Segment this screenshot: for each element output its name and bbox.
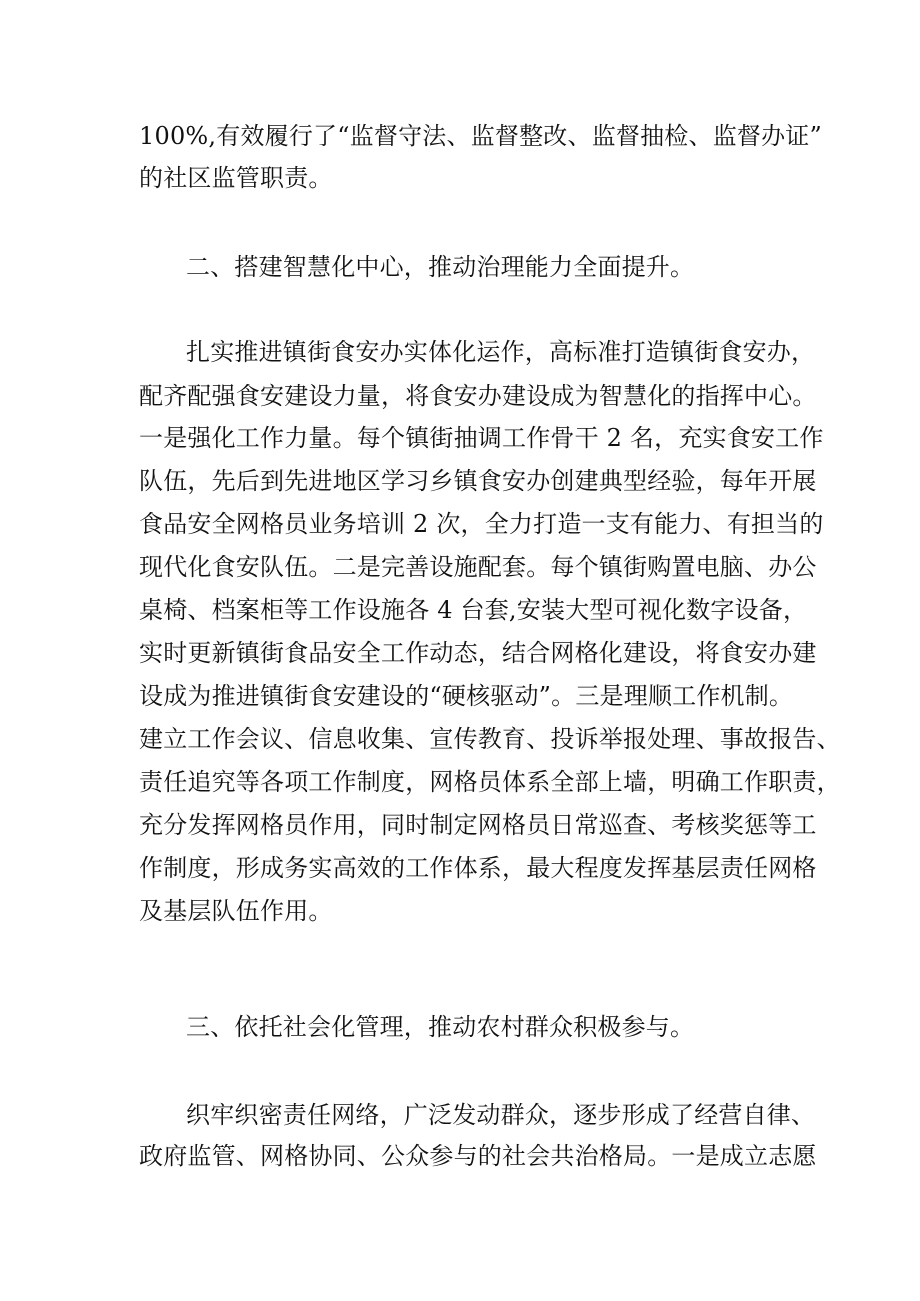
text-line: 食品安全网格员业务培训 2 次，全力打造一支有能力、有担当的 <box>139 510 824 538</box>
text-line: 一是强化工作力量。每个镇街抽调工作骨干 2 名，充实食安工作 <box>139 424 824 452</box>
text-line: 现代化食安队伍。二是完善设施配套。每个镇街购置电脑、办公 <box>139 553 817 581</box>
text-line: 作制度，形成务实高效的工作体系，最大程度发挥基层责任网格 <box>139 854 817 882</box>
text-line: 桌椅、档案柜等工作设施各 4 台套,安装大型可视化数字设备， <box>139 596 808 624</box>
text-line: 队伍，先后到先进地区学习乡镇食安办创建典型经验，每年开展 <box>139 467 817 495</box>
text-line: 政府监管、网格协同、公众参与的社会共治格局。一是成立志愿 <box>139 1142 817 1170</box>
text-line: 充分发挥网格员作用，同时制定网格员日常巡查、考核奖惩等工 <box>139 811 817 839</box>
text-line: 及基层队伍作用。 <box>139 897 333 925</box>
text-line: 实时更新镇街食品安全工作动态，结合网格化建设，将食安办建 <box>139 639 817 667</box>
text-line: 设成为推进镇街食安建设的“硬核驱动”。三是理顺工作机制。 <box>139 682 794 710</box>
section-heading: 二、搭建智慧化中心，推动治理能力全面提升。 <box>186 253 695 281</box>
text-line: 100%,有效履行了“监督守法、监督整改、监督抽检、监督办证” <box>139 122 822 150</box>
text-line: 责任追究等各项工作制度，网格员体系全部上墙，明确工作职责， <box>139 768 841 796</box>
text-line: 配齐配强食安建设力量，将食安办建设成为智慧化的指挥中心。 <box>139 382 817 410</box>
text-line: 的社区监管职责。 <box>139 164 333 192</box>
text-line: 建立工作会议、信息收集、宣传教育、投诉举报处理、事故报告、 <box>139 725 841 753</box>
text-line: 扎实推进镇街食安办实体化运作，高标准打造镇街食安办， <box>186 338 816 366</box>
text-line: 织牢织密责任网络，广泛发动群众，逐步形成了经营自律、 <box>186 1101 816 1129</box>
section-heading: 三、依托社会化管理，推动农村群众积极参与。 <box>186 1013 695 1041</box>
